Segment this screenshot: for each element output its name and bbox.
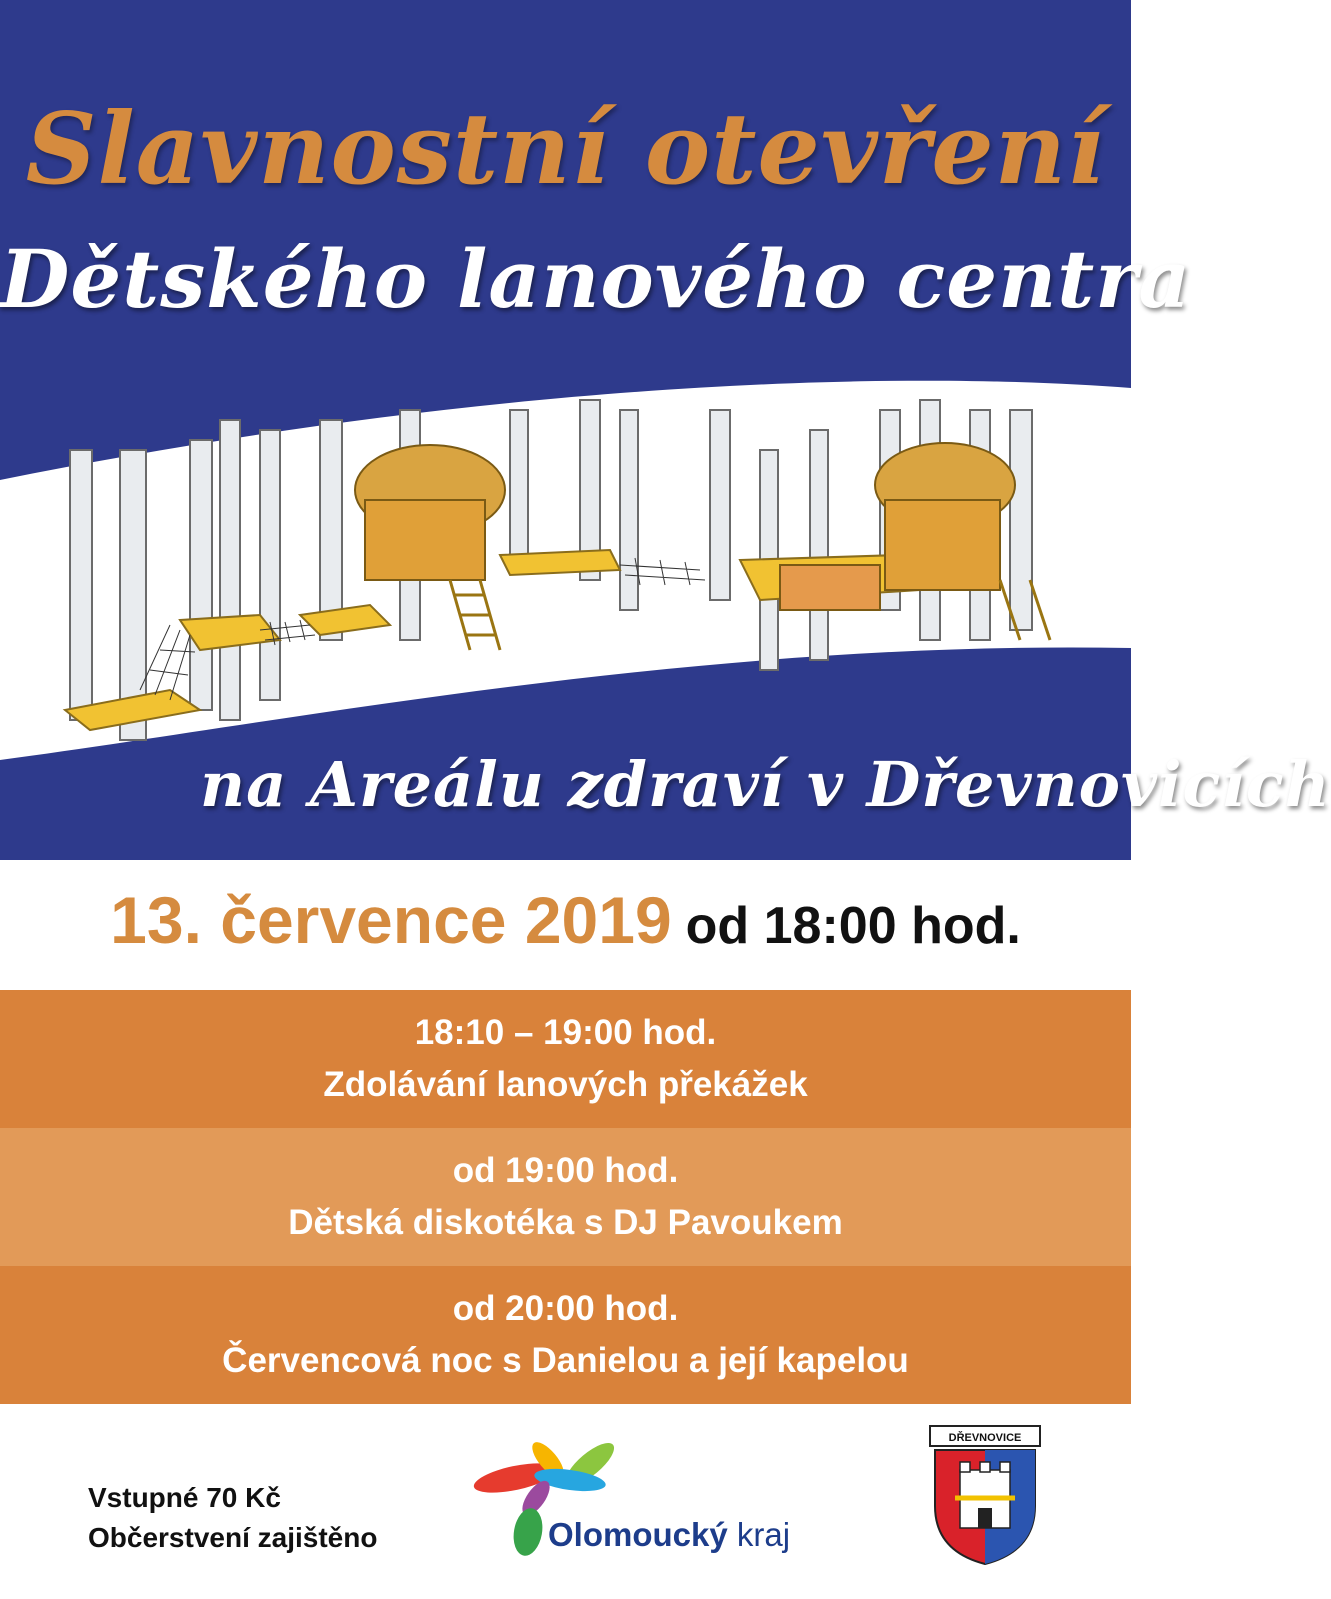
coat-of-arms-icon — [930, 1426, 1040, 1566]
program-item — [0, 990, 1131, 1128]
program-schedule — [0, 990, 1131, 1404]
title-line-2: Dětského lanového centra — [0, 232, 1192, 326]
drevnovice-crest — [930, 1426, 1040, 1566]
rope-centre-illustration — [20, 390, 1110, 750]
event-start-time: od 18:00 hod. — [685, 897, 1021, 955]
sponsor-name-bold: Olomoucký — [548, 1516, 728, 1553]
program-item — [0, 1266, 1131, 1404]
admission-price: Vstupné 70 Kč — [88, 1482, 281, 1513]
program-item-time: od 19:00 hod. — [452, 1151, 679, 1190]
event-date-line — [0, 882, 1131, 958]
program-item-time: od 20:00 hod. — [452, 1289, 679, 1328]
sponsor-name-light: kraj — [736, 1516, 791, 1553]
title-line-1: Slavnostní otevření — [25, 92, 1106, 207]
event-date: 13. července 2019 — [110, 883, 672, 957]
program-item-activity: Zdolávání lanových překážek — [323, 1065, 808, 1104]
program-item — [0, 1128, 1131, 1266]
program-item-activity: Červencová noc s Danielou a její kapelou — [222, 1341, 909, 1380]
program-item-activity: Dětská diskotéka s DJ Pavoukem — [288, 1203, 843, 1242]
refreshments-note: Občerstvení zajištěno — [88, 1522, 378, 1553]
location-line: na Areálu zdraví v Dřevnovicích — [200, 748, 1331, 821]
crest-label: DŘEVNOVICE — [948, 1432, 1022, 1444]
footer-info — [88, 1478, 377, 1558]
program-item-time: 18:10 – 19:00 hod. — [414, 1013, 717, 1052]
sponsor-name — [548, 1516, 790, 1554]
